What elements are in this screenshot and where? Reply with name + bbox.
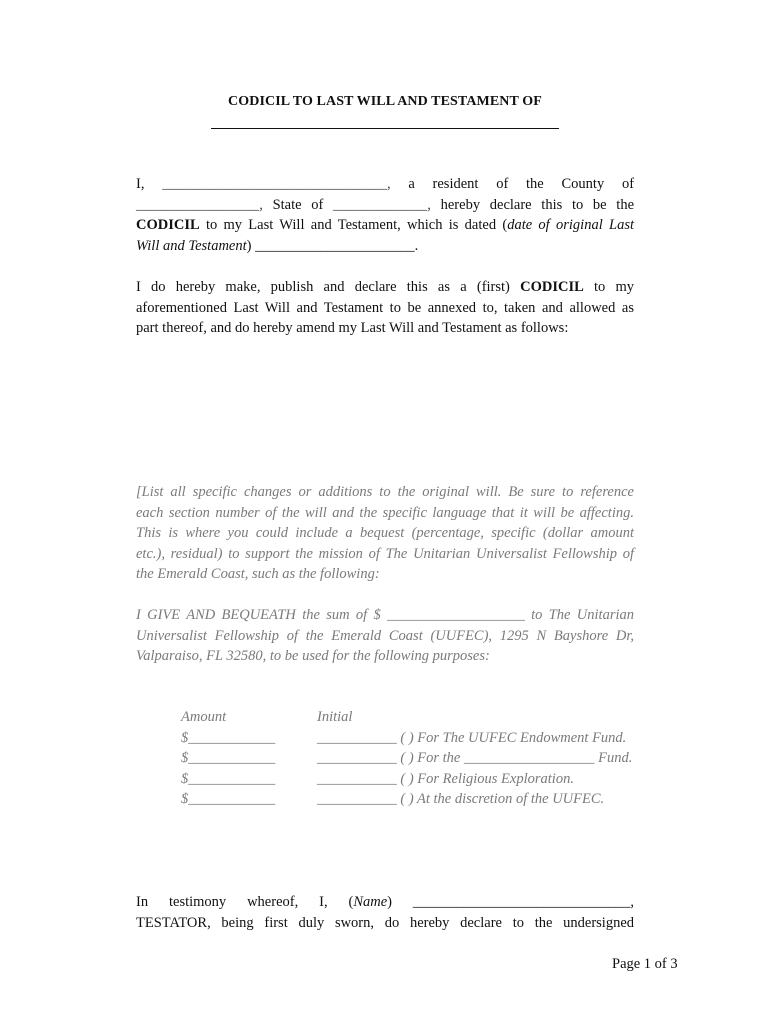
word: testimony bbox=[168, 894, 227, 910]
word: first bbox=[264, 914, 288, 931]
instructions-line: etc.), residual) to support the mission of The Unitarian Universalist Fellowship of bbox=[136, 545, 634, 562]
word: of bbox=[621, 176, 635, 192]
word: a bbox=[408, 176, 415, 192]
word: the bbox=[534, 914, 553, 931]
word: hereby bbox=[409, 914, 450, 931]
initial-purpose: ___________ ( ) For Religious Exploration. bbox=[317, 771, 574, 787]
word: I, bbox=[319, 894, 328, 910]
instructions-line: This is where you could include a bequest (percentage, specific (dollar amount bbox=[136, 525, 634, 542]
intro-text: hereby declare this to be the bbox=[440, 196, 635, 213]
word: being bbox=[221, 914, 254, 931]
state-label: State of bbox=[272, 196, 324, 213]
testimony-line-2 bbox=[136, 913, 634, 934]
date-hint: Will and Testament bbox=[136, 237, 247, 254]
date-hint: date of original Last bbox=[507, 217, 634, 234]
intro-prefix: I, bbox=[136, 176, 145, 192]
codicil-bold: CODICIL bbox=[520, 279, 584, 295]
bequest-line: Universalist Fellowship of the Emerald Coast (UUFEC), 1295 N Bayshore Dr, bbox=[136, 627, 634, 644]
testator-label: TESTATOR, bbox=[136, 914, 211, 931]
name-hint-italic: Name bbox=[353, 894, 388, 910]
instructions-paragraph bbox=[136, 482, 634, 585]
intro-line-1 bbox=[136, 174, 634, 195]
declaration-line-1 bbox=[136, 277, 634, 298]
word: to bbox=[512, 914, 524, 931]
amount-header: Amount bbox=[181, 709, 227, 725]
testimony-paragraph bbox=[136, 892, 634, 933]
word: the bbox=[526, 176, 544, 192]
bequest-paragraph bbox=[136, 605, 634, 667]
amount-blank: $____________ bbox=[181, 730, 276, 746]
testator-blank: _______________________________, bbox=[162, 176, 391, 192]
initial-purpose: ___________ ( ) For The UUFEC Endowment Fund. bbox=[317, 730, 627, 746]
document-title: CODICIL TO LAST WILL AND TESTAMENT OF bbox=[228, 94, 542, 109]
county-blank: _________________, bbox=[136, 196, 263, 213]
word: sworn, bbox=[334, 914, 375, 931]
bequest-line: Valparaiso, FL 32580, to be used for the following purposes: bbox=[136, 648, 490, 665]
word: do bbox=[384, 914, 400, 931]
intro-paragraph bbox=[136, 174, 634, 256]
word: duly bbox=[298, 914, 325, 931]
word: In bbox=[136, 894, 149, 910]
testimony-line-1 bbox=[136, 892, 634, 913]
bequest-line: I GIVE AND BEQUEATH the sum of $ ___________________ to The Unitarian bbox=[136, 607, 634, 623]
state-blank: _____________, bbox=[333, 196, 431, 213]
page-number: Page 1 of 3 bbox=[612, 956, 678, 972]
word: undersigned bbox=[563, 914, 635, 931]
paren: ) bbox=[387, 894, 392, 910]
declaration-paragraph bbox=[136, 277, 634, 339]
date-blank: ) ______________________. bbox=[246, 237, 419, 254]
amount-blank: $____________ bbox=[181, 750, 276, 766]
amount-blank: $____________ bbox=[181, 791, 276, 807]
initial-purpose: ___________ ( ) For the __________________ Fund. bbox=[317, 750, 633, 766]
declaration-line-3: part thereof, and do hereby amend my Last Will and Testament as follows: bbox=[136, 320, 569, 337]
declaration-line-2: aforementioned Last Will and Testament to be annexed to, taken and allowed as bbox=[136, 299, 634, 316]
word: declare bbox=[460, 914, 502, 931]
codicil-bold: CODICIL bbox=[136, 217, 200, 234]
initial-header: Initial bbox=[317, 709, 353, 725]
instructions-line: each section number of the will and the specific language that it will be affecting. bbox=[136, 504, 634, 521]
declaration-text: to my bbox=[593, 279, 635, 295]
word: whereof, bbox=[247, 894, 299, 910]
intro-text: to my Last Will and Testament, which is dated ( bbox=[205, 217, 508, 234]
word: resident bbox=[432, 176, 479, 192]
declaration-text: I do hereby make, publish and declare this as a (first) bbox=[136, 279, 510, 295]
intro-line-2 bbox=[136, 195, 634, 216]
initial-purpose: ___________ ( ) At the discretion of the UUFEC. bbox=[317, 791, 605, 807]
paren: ( bbox=[348, 894, 354, 910]
testator-name-line bbox=[211, 128, 559, 129]
instructions-line: the Emerald Coast, such as the following: bbox=[136, 566, 380, 583]
name-hint bbox=[348, 894, 392, 910]
amount-blank: $____________ bbox=[181, 771, 276, 787]
instructions-line: [List all specific changes or additions to the original will. Be sure to reference bbox=[136, 484, 634, 500]
name-blank: ______________________________, bbox=[412, 894, 635, 910]
word: of bbox=[496, 176, 509, 192]
intro-line-3 bbox=[136, 215, 634, 236]
intro-line-4 bbox=[136, 236, 634, 257]
word: County bbox=[561, 176, 605, 192]
